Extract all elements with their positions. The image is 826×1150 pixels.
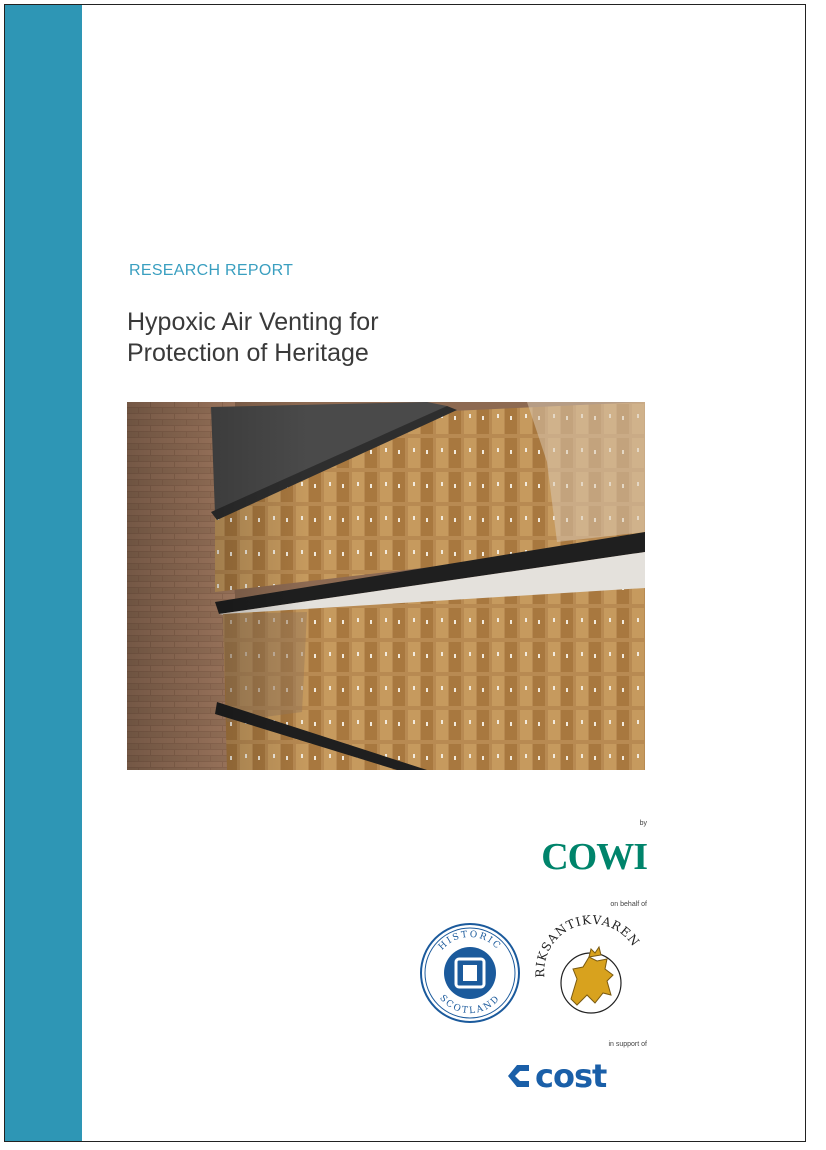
riksantikvaren-logo: [533, 909, 651, 1027]
cost-wordmark: cost: [535, 1057, 607, 1095]
archive-shelves-photo: [127, 402, 645, 770]
report-cover: [4, 4, 806, 1142]
historic-scotland-logo: [418, 921, 522, 1025]
cost-logo: [505, 1055, 651, 1097]
side-color-band: [5, 5, 82, 1141]
svg-text:RIKSANTIKVAREN: RIKSANTIKVAREN: [533, 912, 643, 978]
by-label: by: [639, 820, 647, 827]
report-title-line-1: Hypoxic Air Venting for: [127, 308, 379, 336]
report-type-label: RESEARCH REPORT: [129, 262, 294, 279]
svg-text:SCOTLAND: SCOTLAND: [437, 993, 503, 1017]
cowi-logo: COWI: [541, 836, 647, 878]
report-title-line-2: Protection of Heritage: [127, 339, 369, 367]
on-behalf-of-label: on behalf of: [610, 901, 647, 908]
report-title: [127, 307, 379, 369]
in-support-of-label: in support of: [608, 1041, 647, 1048]
svg-text:HISTORIC: HISTORIC: [436, 929, 504, 953]
